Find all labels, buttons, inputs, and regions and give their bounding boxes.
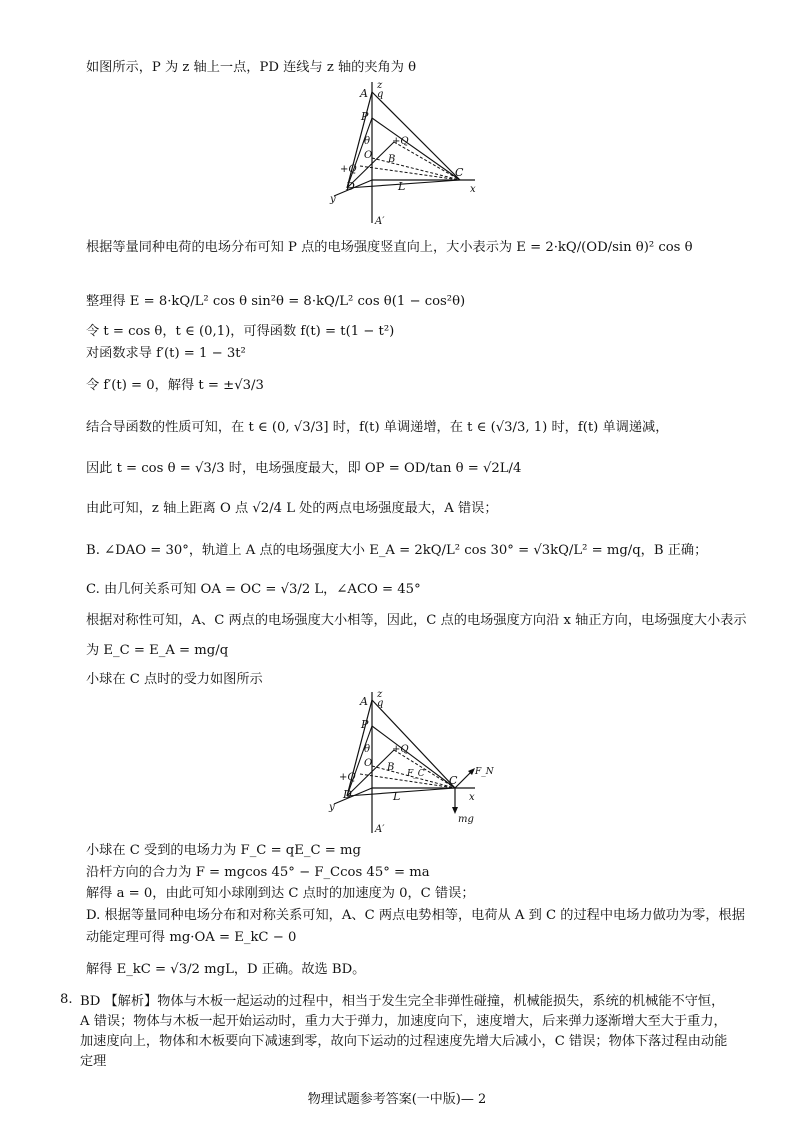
svg-text:O: O xyxy=(364,758,373,769)
svg-text:+Q: +Q xyxy=(340,164,357,175)
text-line: 小球在 C 点时的受力如图所示 xyxy=(86,672,263,687)
svg-text:z: z xyxy=(377,80,383,91)
svg-text:A: A xyxy=(360,695,368,708)
text-line: B. ∠DAO = 30°，轨道上 A 点的电场强度大小 E_A = 2kQ/L² cos 30° = √3kQ/L² = mg/q，B 正确； xyxy=(86,543,708,558)
svg-text:A: A xyxy=(360,87,368,100)
svg-text:mg: mg xyxy=(458,814,474,825)
text-line: 令 f′(t) = 0，解得 t = ±√3/3 xyxy=(86,378,264,393)
text-line: 如图所示，P 为 z 轴上一点，PD 连线与 z 轴的夹角为 θ xyxy=(86,60,417,75)
figure-1-diagram xyxy=(320,78,490,228)
question-number: 8. xyxy=(60,992,73,1007)
text-line: 解得 E_kC = √3/2 mgL，D 正确。故选 BD。 xyxy=(86,962,366,977)
svg-text:A′: A′ xyxy=(375,216,385,227)
text-line: 沿杆方向的合力为 F = mgcos 45° − F_Ccos 45° = ma xyxy=(86,865,430,880)
svg-text:z: z xyxy=(377,689,383,700)
svg-text:D: D xyxy=(343,788,352,801)
svg-text:θ: θ xyxy=(364,744,371,755)
text-line: 由此可知，z 轴上距离 O 点 √2/4 L 处的两点电场强度最大，A 错误； xyxy=(86,501,498,516)
figure-2-force-diagram xyxy=(325,688,505,838)
text-line: 小球在 C 受到的电场力为 F_C = qE_C = mg xyxy=(86,843,361,858)
page-footer: 物理试题参考答案(一中版)— 2 xyxy=(307,1092,487,1107)
svg-text:P: P xyxy=(361,718,369,731)
text-line: 解得 a = 0，由此可知小球刚到达 C 点时的加速度为 0，C 错误； xyxy=(86,886,475,901)
text-line: 整理得 E = 8·kQ/L² cos θ sin²θ = 8·kQ/L² cos θ(1 − cos²θ) xyxy=(86,294,466,309)
text-line: 为 E_C = E_A = mg/q xyxy=(86,643,229,658)
svg-text:L: L xyxy=(393,790,401,803)
svg-text:+Q: +Q xyxy=(392,136,409,147)
svg-text:+Q: +Q xyxy=(339,772,356,783)
svg-text:A′: A′ xyxy=(375,824,385,835)
svg-text:q: q xyxy=(377,89,384,100)
text-line: 根据等量同种电荷的电场分布可知 P 点的电场强度竖直向上，大小表示为 E = 2·kQ/(OD/sin θ)² cos θ xyxy=(86,240,693,255)
svg-text:B: B xyxy=(387,762,395,773)
svg-text:C: C xyxy=(449,774,458,787)
svg-text:+Q: +Q xyxy=(392,744,409,755)
svg-text:P: P xyxy=(361,110,369,123)
text-line: 对函数求导 f′(t) = 1 − 3t² xyxy=(86,346,246,361)
text-line: 动能定理可得 mg·OA = E_kC − 0 xyxy=(86,930,297,945)
svg-text:F_N: F_N xyxy=(475,767,494,777)
svg-text:y: y xyxy=(330,194,336,205)
text-line: D. 根据等量同种电场分布和对称关系可知，A、C 两点电势相等，电荷从 A 到 C 的过程中电场力做功为零，根据 xyxy=(86,908,745,923)
svg-text:F_C: F_C xyxy=(407,769,425,779)
svg-text:θ: θ xyxy=(364,136,371,147)
svg-text:L: L xyxy=(398,180,406,193)
text-line: 根据对称性可知，A、C 两点的电场强度大小相等，因此，C 点的电场强度方向沿 x 轴正方向，电场强度大小表示 xyxy=(86,613,747,628)
svg-text:x: x xyxy=(470,184,476,195)
svg-text:q: q xyxy=(377,698,384,709)
text-line: 因此 t = cos θ = √3/3 时，电场强度最大，即 OP = OD/tan θ = √2L/4 xyxy=(86,461,522,476)
text-line: 令 t = cos θ，t ∈ (0,1)，可得函数 f(t) = t(1 − t²) xyxy=(86,324,395,339)
svg-text:B: B xyxy=(388,154,396,165)
text-line: 结合导函数的性质可知，在 t ∈ (0, √3/3] 时，f(t) 单调递增，在 t ∈ (√3/3, 1) 时，f(t) 单调递减， xyxy=(86,420,669,435)
svg-text:x: x xyxy=(469,792,475,803)
svg-text:D: D xyxy=(346,180,355,193)
answer-paragraph: BD 【解析】物体与木板一起运动的过程中，相当于发生完全非弹性碰撞，机械能损失，系统的机械能不守恒，A 错误；物体与木板一起开始运动时，重力大于弹力，加速度向下，速度增大，后来弹力逐渐增大至大于重力，加速度向上，物体和木板要向下减速到零，故向下运动的过程速度先增大后减小，C 错误；物体下落过程由动能定理 xyxy=(80,994,728,1069)
svg-text:C: C xyxy=(455,166,464,179)
text-line: C. 由几何关系可知 OA = OC = √3/2 L，∠ACO = 45° xyxy=(86,582,421,597)
svg-text:y: y xyxy=(329,802,335,813)
svg-text:O: O xyxy=(364,150,373,161)
